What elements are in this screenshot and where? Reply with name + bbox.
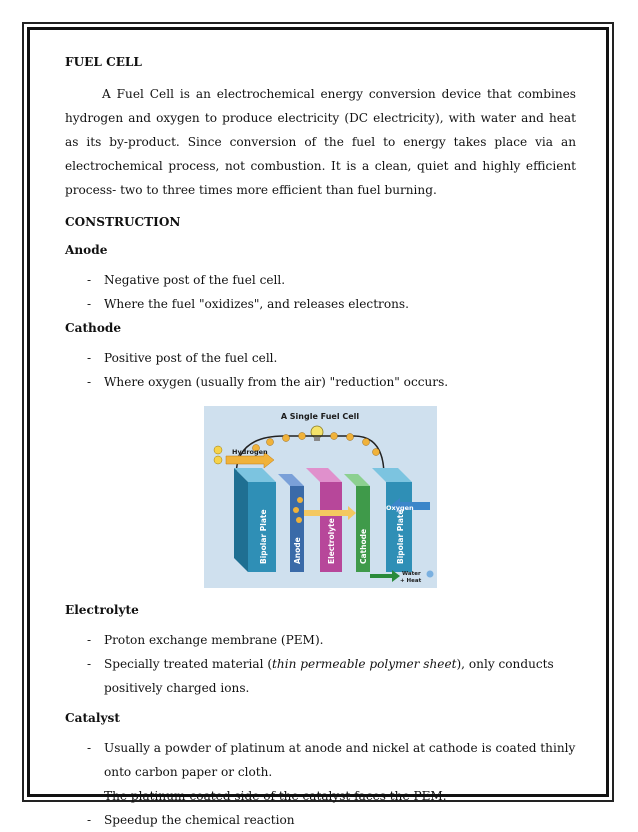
dash-bullet: - <box>87 351 92 365</box>
list-item: - Where the fuel "oxidizes", and releases electrons. <box>65 292 576 316</box>
list-item: - Specially treated material (thin permeable polymer sheet), only conducts positively charged ions. <box>65 652 576 700</box>
cathode-list <box>65 346 576 394</box>
label-heat: + Heat <box>400 578 422 584</box>
list-item: - Where oxygen (usually from the air) "reduction" occurs. <box>65 370 576 394</box>
list-item: - Negative post of the fuel cell. <box>65 268 576 292</box>
heading-anode: Anode <box>65 243 108 257</box>
heading-cathode: Cathode <box>65 321 122 335</box>
dash-bullet: - <box>87 273 92 287</box>
fuel-cell-diagram <box>204 406 437 588</box>
dash-bullet: - <box>87 657 92 671</box>
list-item: - Proton exchange membrane (PEM). <box>65 628 576 652</box>
dash-bullet: - <box>87 813 92 827</box>
fuel-cell-paragraph: A Fuel Cell is an electrochemical energy conversion device that combines hydrogen and oxygen to produce electricity (DC electricity), with water and heat as its by-product. Since conversion of the fuel to energy takes place via an electrochemical process, not combustion. It is a clean, quiet and highly efficient process- two to three times more efficient than fuel burning. <box>65 87 576 197</box>
label-oxygen: Oxygen <box>386 504 414 512</box>
dash-bullet: - <box>87 375 92 389</box>
dash-bullet: - <box>87 297 92 311</box>
figure-title: A Single Fuel Cell <box>280 412 360 421</box>
label-water: Water <box>402 571 421 577</box>
catalyst-list <box>65 736 576 832</box>
dash-bullet: - <box>87 633 92 647</box>
document-body <box>65 50 576 832</box>
label-bipolar-left: Bipolar Plate <box>259 509 268 564</box>
anode-list <box>65 268 576 316</box>
dash-bullet: - <box>87 741 92 755</box>
fuel-cell-figure <box>204 406 437 588</box>
water-molecule-icon <box>427 571 434 578</box>
list-item: - Positive post of the fuel cell. <box>65 346 576 370</box>
heading-catalyst: Catalyst <box>65 711 120 725</box>
electrolyte-list <box>65 628 576 700</box>
label-cathode: Cathode <box>359 528 368 564</box>
heading-construction: CONSTRUCTION <box>65 215 181 229</box>
list-item: - Speedup the chemical reaction <box>65 808 576 832</box>
heading-fuel-cell: FUEL CELL <box>65 55 142 69</box>
list-item: - Usually a powder of platinum at anode and nickel at cathode is coated thinly onto carbon paper or cloth. <box>65 736 576 784</box>
label-hydrogen: Hydrogen <box>232 448 268 456</box>
label-bipolar-right: Bipolar Plate <box>396 509 405 564</box>
dash-bullet: - <box>87 789 92 803</box>
list-item: - The platinum-coated side of the catalyst faces the PEM. <box>65 784 576 808</box>
heading-electrolyte: Electrolyte <box>65 603 139 617</box>
label-electrolyte: Electrolyte <box>327 518 336 564</box>
label-anode: Anode <box>293 537 302 564</box>
